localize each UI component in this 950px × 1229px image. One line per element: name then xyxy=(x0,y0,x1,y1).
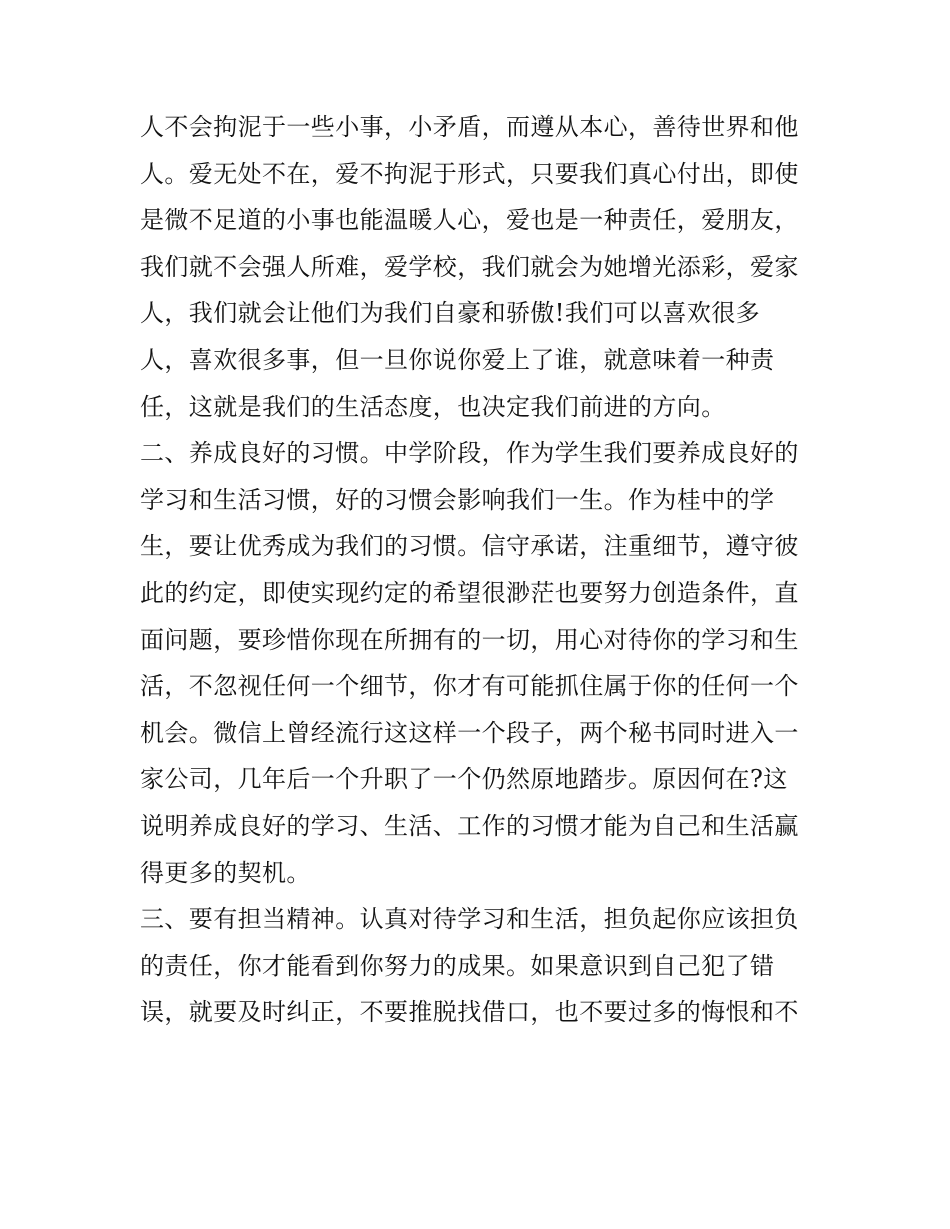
section-three-heading-line: 三、要有担当精神。认真对待学习和生活，担负起你应该担负 xyxy=(140,905,799,934)
text-line: 的责任，你才能看到你努力的成果。如果意识到自己犯了错 xyxy=(140,951,775,980)
text-line: 人。爱无处不在，爱不拘泥于形式，只要我们真心付出，即使 xyxy=(140,159,799,188)
text-line: 面问题，要珍惜你现在所拥有的一切，用心对待你的学习和生 xyxy=(140,625,799,654)
document-body xyxy=(140,104,820,1036)
text-line: 得更多的契机。 xyxy=(140,858,311,887)
text-line: 任，这就是我们的生活态度，也决定我们前进的方向。 xyxy=(140,392,726,421)
text-line: 家公司，几年后一个升职了一个仍然原地踏步。原因何在?这 xyxy=(140,765,788,794)
text-line: 活，不忽视任何一个细节，你才有可能抓住属于你的任何一个 xyxy=(140,672,799,701)
text-line: 生，要让优秀成为我们的习惯。信守承诺，注重细节，遵守彼 xyxy=(140,532,799,561)
text-line: 人，喜欢很多事，但一旦你说你爱上了谁，就意味着一种责 xyxy=(140,345,775,374)
text-line: 此的约定，即使实现约定的希望很渺茫也要努力创造条件，直 xyxy=(140,578,799,607)
text-line: 我们就不会强人所难，爱学校，我们就会为她增光添彩，爱家 xyxy=(140,252,799,281)
text-line: 误，就要及时纠正，不要推脱找借口，也不要过多的悔恨和不 xyxy=(140,998,799,1027)
text-line: 机会。微信上曾经流行这这样一个段子，两个秘书同时进入一 xyxy=(140,718,799,747)
text-line: 人，我们就会让他们为我们自豪和骄傲!我们可以喜欢很多 xyxy=(140,299,761,328)
text-line: 说明养成良好的学习、生活、工作的习惯才能为自己和生活赢 xyxy=(140,811,799,840)
section-two-heading-line: 二、养成良好的习惯。中学阶段，作为学生我们要养成良好的 xyxy=(140,439,799,468)
text-line: 学习和生活习惯，好的习惯会影响我们一生。作为桂中的学 xyxy=(140,485,775,514)
text-line: 人不会拘泥于一些小事，小矛盾，而遵从本心，善待世界和他 xyxy=(140,113,799,141)
text-line: 是微不足道的小事也能温暖人心，爱也是一种责任，爱朋友， xyxy=(140,206,799,235)
